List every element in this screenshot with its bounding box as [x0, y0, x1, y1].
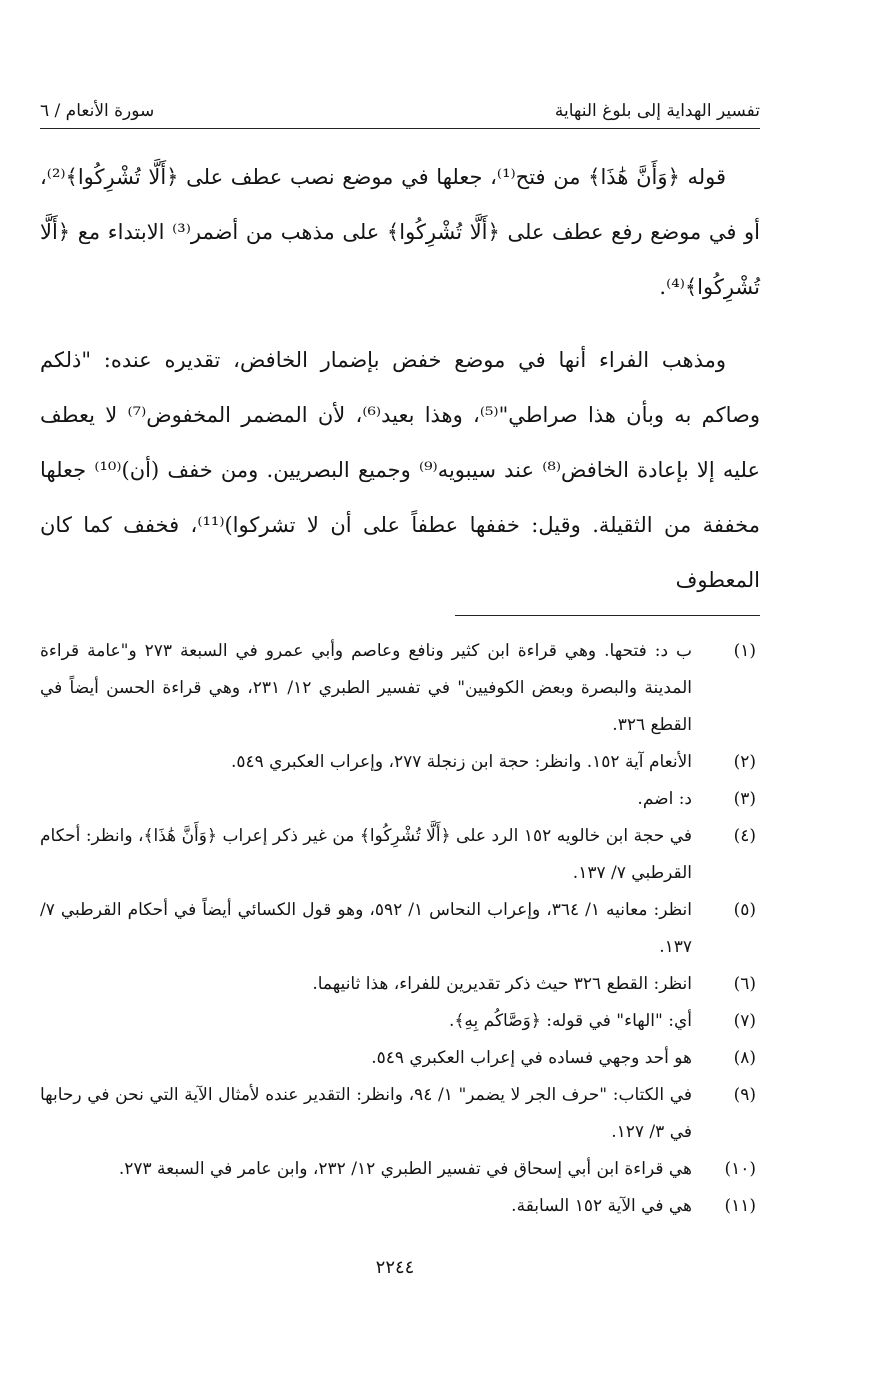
- footnote-text: هي قراءة ابن أبي إسحاق في تفسير الطبري ١٢/ ٢٣٢، وابن عامر في السبعة ٢٧٣.: [118, 1159, 692, 1179]
- footnote-number: (٨): [733, 1048, 756, 1068]
- footnote-number: (١٠): [724, 1159, 756, 1179]
- footnote-text: أي: "الهاء" في قوله: ﴿وَصَّاكُم بِهِ﴾.: [449, 1011, 692, 1031]
- footnote-text: د: اضم.: [637, 789, 692, 809]
- footnote-11: [40, 1188, 762, 1225]
- footnote-5: [40, 892, 762, 966]
- footnote-text: هي في الآية ١٥٢ السابقة.: [511, 1196, 692, 1216]
- book-title: تفسير الهداية إلى بلوغ النهاية: [554, 101, 760, 121]
- surah-page-label: سورة الأنعام / ٦: [40, 101, 155, 121]
- footnote-1: [40, 633, 762, 744]
- footnote-8: [40, 1040, 762, 1077]
- footnote-text: هو أحد وجهي فساده في إعراب العكبري ٥٤٩.: [371, 1048, 692, 1068]
- footnote-number: (٩): [733, 1085, 756, 1105]
- footnote-text: انظر: معانيه ١/ ٣٦٤، وإعراب النحاس ١/ ٥٩٢، وهو قول الكسائي أيضاً في أحكام القرطبي ٧/ ١٣٧.: [40, 900, 693, 957]
- footnote-number: (١): [733, 641, 756, 661]
- footnote-text: في الكتاب: "حرف الجر لا يضمر" ١/ ٩٤، وانظر: التقدير عنده لأمثال الآية التي نحن في رحابها في ٣/ ١٢٧.: [40, 1085, 692, 1142]
- footnote-2: [40, 744, 762, 781]
- paragraph-1: قوله ﴿وَأَنَّ هَٰذَا﴾ من فتح⁽¹⁾، جعلها في موضع نصب عطف على ﴿أَلَّا تُشْرِكُوا﴾⁽²⁾، أو في موضع رفع عطف على ﴿أَلَّا تُشْرِكُوا﴾ على مذهب من أضمر⁽³⁾ الابتداء مع ﴿أَلَّا تُشْرِكُوا﴾⁽⁴⁾.: [40, 165, 760, 299]
- main-text: [40, 150, 760, 608]
- footnote-number: (٦): [733, 974, 756, 994]
- footnote-number: (٧): [733, 1011, 756, 1031]
- footnotes: [40, 633, 762, 1225]
- footnote-3: [40, 781, 762, 818]
- footnote-number: (٤): [733, 826, 756, 846]
- footnote-divider: [455, 615, 760, 616]
- footnote-6: [40, 966, 762, 1003]
- footnote-text: الأنعام آية ١٥٢. وانظر: حجة ابن زنجلة ٢٧٧، وإعراب العكبري ٥٤٩.: [230, 752, 692, 772]
- page-number: ٢٢٤٤: [375, 1257, 415, 1278]
- footnote-7: [40, 1003, 762, 1040]
- footnote-text: ب د: فتحها. وهي قراءة ابن كثير ونافع وعاصم وأبي عمرو في السبعة ٢٧٣ و"عامة قراءة المدينة والبصرة وبعض الكوفيين" في تفسير الطبري ١٢/ ٢٣١، وهي قراءة الحسن أيضاً في القطع ٣٢٦.: [40, 641, 692, 735]
- footnote-10: [40, 1151, 762, 1188]
- footnote-number: (٥): [733, 900, 756, 920]
- footnote-4: [40, 818, 762, 892]
- footnote-number: (١١): [724, 1196, 756, 1216]
- footnote-number: (٢): [733, 752, 756, 772]
- footnote-text: انظر: القطع ٣٢٦ حيث ذكر تقديرين للفراء، هذا ثانيهما.: [312, 974, 692, 994]
- footnote-9: [40, 1077, 762, 1151]
- footnote-text: في حجة ابن خالويه ١٥٢ الرد على ﴿أَلَّا تُشْرِكُوا﴾ من غير ذكر إعراب ﴿وَأَنَّ هَٰذَا﴾، وانظر: أحكام القرطبي ٧/ ١٣٧.: [40, 826, 692, 883]
- footnote-number: (٣): [733, 789, 756, 809]
- paragraph-2: ومذهب الفراء أنها في موضع خفض بإضمار الخافض، تقديره عنده: "ذلكم وصاكم به وبأن هذا صراطي"⁽⁵⁾، وهذا بعيد⁽⁶⁾، لأن المضمر المخفوض⁽⁷⁾ لا يعطف عليه إلا بإعادة الخافض⁽⁸⁾ عند سيبويه⁽⁹⁾ وجميع البصريين. ومن خفف (أن)⁽¹⁰⁾ جعلها مخففة من الثقيلة. وقيل: خففها عطفاً على أن لا تشركوا)⁽¹¹⁾، فخفف كما كان المعطوف: [40, 348, 760, 592]
- running-header: [40, 95, 760, 129]
